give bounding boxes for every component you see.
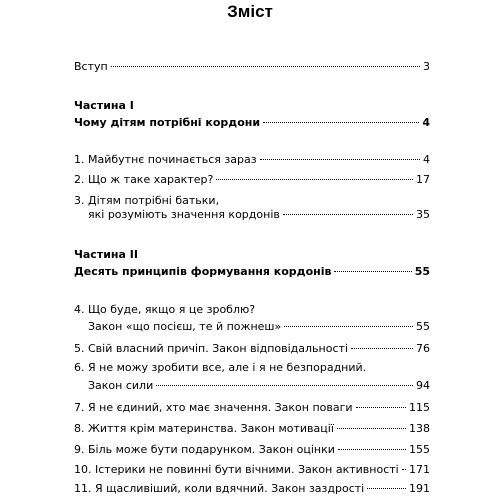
leader-dots	[367, 488, 406, 489]
toc-entry-9[interactable]	[74, 443, 430, 461]
toc-entry-8[interactable]	[74, 422, 430, 440]
toc-entry-6[interactable]	[88, 379, 430, 397]
toc-entry-page: 171	[409, 463, 430, 476]
leader-dots	[284, 326, 413, 327]
toc-entry-7[interactable]	[74, 401, 430, 419]
toc-entry-label: 7. Я не єдиний, хто має значення. Закон поваги	[74, 401, 353, 414]
toc-entry-label: Закон «що посієш, те й пожнеш»	[88, 320, 282, 333]
toc-entry-page: 35	[416, 208, 430, 221]
leader-dots	[351, 348, 413, 349]
leader-dots	[260, 159, 420, 160]
toc-entry-label: 2. Що ж таке характер?	[74, 173, 214, 186]
toc-entry-page: 3	[423, 60, 430, 73]
toc-entry-4-line1: 4. Що буде, якщо я це зроблю?	[74, 303, 256, 316]
leader-dots	[356, 407, 406, 408]
leader-dots	[334, 271, 411, 272]
toc-entry-label: Чому дітям потрібні кордони	[74, 116, 261, 129]
toc-entry-label: 10. Істерики не повинні бути вічними. Закон активності	[74, 463, 399, 476]
part1-heading: Частина I	[74, 99, 134, 112]
leader-dots	[216, 179, 413, 180]
toc-entry-page: 76	[416, 342, 430, 355]
toc-entry-label: 5. Свій власний причіп. Закон відповідальності	[74, 342, 348, 355]
toc-entry-2[interactable]	[74, 173, 430, 191]
leader-dots	[263, 122, 419, 123]
toc-entry-page: 138	[409, 422, 430, 435]
toc-entry-part1-title[interactable]	[74, 116, 430, 134]
toc-entry-label: Вступ	[74, 60, 108, 73]
toc-entry-label: які розуміють значення кордонів	[88, 208, 280, 221]
toc-entry-label: Закон сили	[88, 379, 154, 392]
toc-entry-label: 8. Життя крім материнства. Закон мотивації	[74, 422, 334, 435]
toc-entry-page: 115	[409, 401, 430, 414]
toc-entry-page: 4	[422, 116, 430, 129]
leader-dots	[156, 385, 413, 386]
part2-heading: Частина II	[74, 248, 138, 261]
toc-entry-label: Десять принципів формування кордонів	[74, 265, 332, 278]
toc-entry-intro[interactable]	[74, 60, 430, 78]
toc-entry-page: 17	[416, 173, 430, 186]
toc-entry-10[interactable]	[74, 463, 430, 481]
toc-entry-page: 94	[416, 379, 430, 392]
page-title: Зміст	[227, 2, 273, 21]
toc-entry-label: 11. Я щасливіший, коли вдячний. Закон заздрості	[74, 482, 365, 495]
toc-entry-1[interactable]	[74, 153, 430, 171]
toc-entry-label: 1. Майбутнє починається зараз	[74, 153, 257, 166]
toc-entry-page: 55	[414, 265, 430, 278]
toc-entry-page: 4	[423, 153, 430, 166]
toc-entry-4[interactable]	[88, 320, 430, 338]
toc-entry-label: 9. Біль може бути подарунком. Закон оцінки	[74, 443, 335, 456]
leader-dots	[111, 66, 420, 67]
toc-entry-page: 55	[416, 320, 430, 333]
toc-entry-3-line1: 3. Дітям потрібні батьки,	[74, 194, 220, 207]
toc-entry-page: 191	[409, 482, 430, 495]
leader-dots	[283, 214, 413, 215]
toc-entry-5[interactable]	[74, 342, 430, 360]
toc-entry-3[interactable]	[88, 208, 430, 226]
toc-entry-part2-title[interactable]	[74, 265, 430, 283]
toc-entry-page: 155	[409, 443, 430, 456]
leader-dots	[337, 428, 406, 429]
leader-dots	[402, 469, 406, 470]
toc-entry-6-line1: 6. Я не можу зробити все, але і я не безпорадний.	[74, 361, 367, 374]
leader-dots	[338, 449, 406, 450]
toc-entry-11[interactable]	[74, 482, 430, 500]
